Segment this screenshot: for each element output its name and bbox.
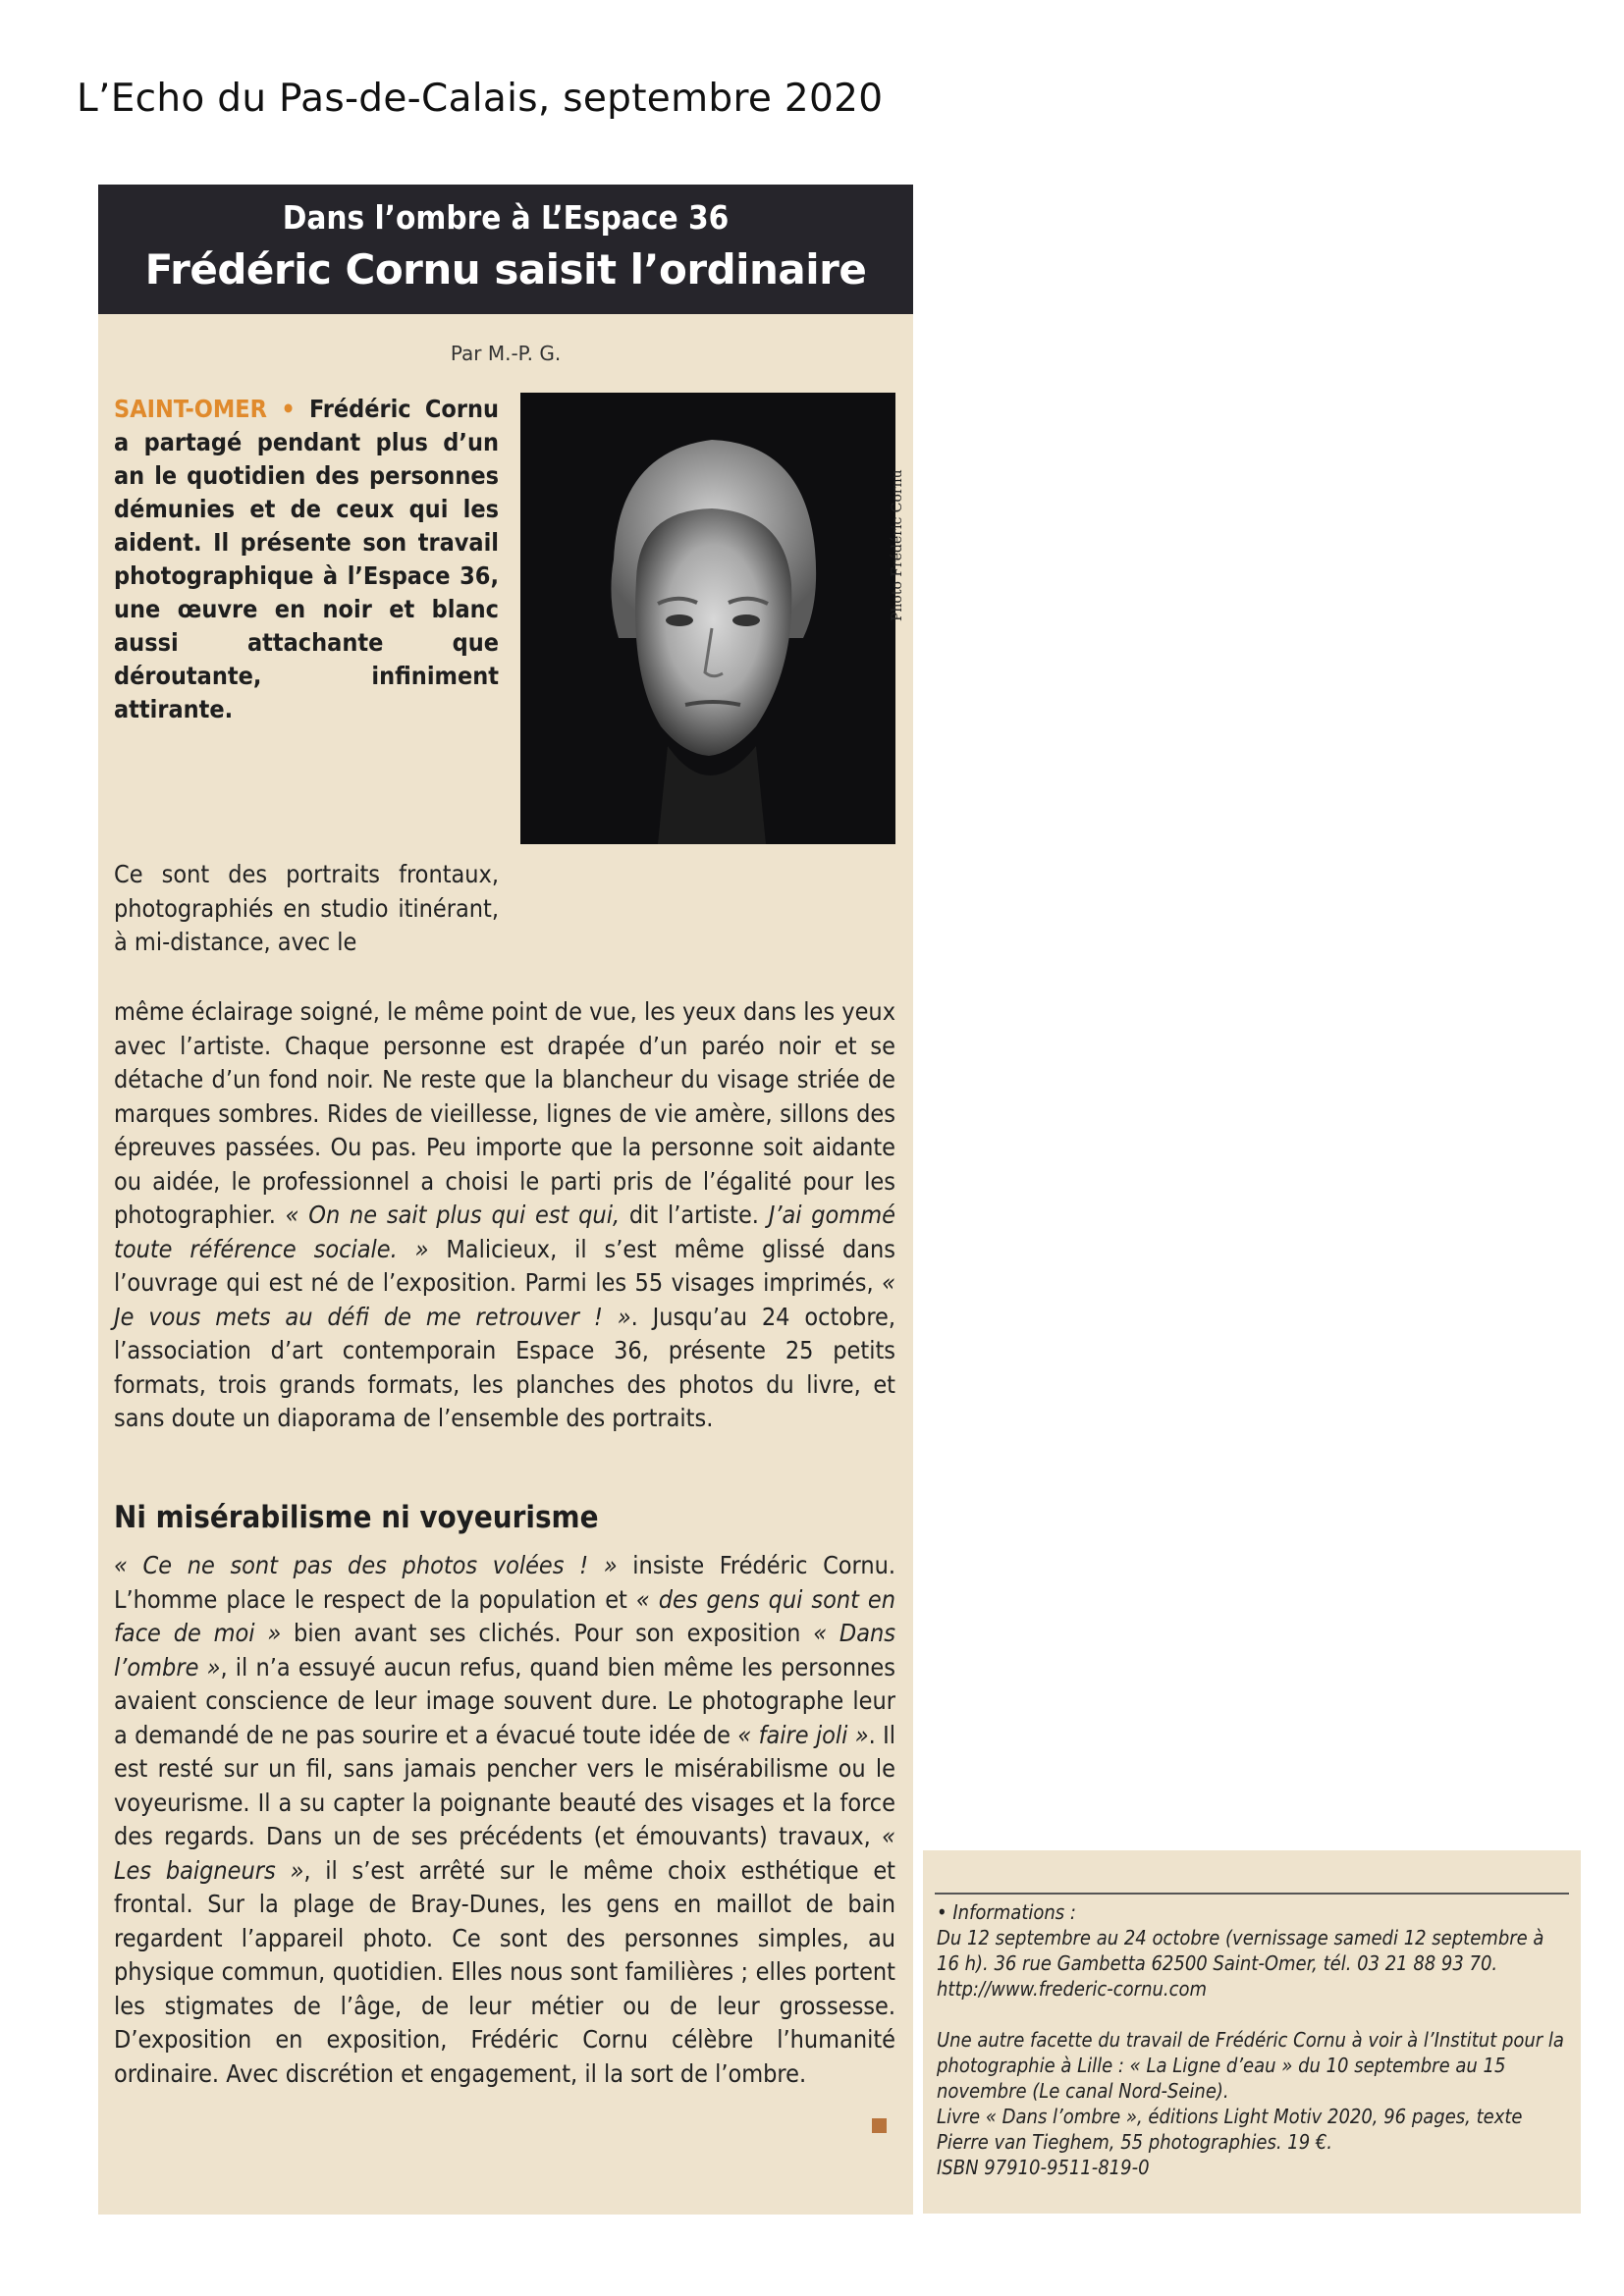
body-text: . Il est resté sur un fil, sans jamais pencher vers le misérabilisme ou le voyeurisme. Il a su capter la poignante beauté des visages et la force des regards. Dans un de ses précédents (et émouvants) travaux, bbox=[114, 1720, 895, 1850]
article-subhead: Ni misérabilisme ni voyeurisme bbox=[114, 1500, 599, 1535]
body-paragraph-1 bbox=[114, 995, 895, 1436]
body-quote: « faire joli » bbox=[737, 1720, 869, 1749]
dateline-bullet: • bbox=[281, 395, 296, 423]
body-quote: « On ne sait plus qui est qui, bbox=[285, 1201, 621, 1229]
body-quote: « des gens qui sont en face de moi » bbox=[114, 1584, 895, 1647]
source-line: L’Echo du Pas-de-Calais, septembre 2020 bbox=[77, 77, 884, 121]
body-column-text: Ce sont des portraits frontaux, photographiés en studio itinérant, à mi-distance, avec le bbox=[114, 860, 499, 956]
body-quote: « Dans l’ombre » bbox=[114, 1619, 895, 1682]
body-text: , il n’a essuyé aucun refus, quand bien même les personnes avaient conscience de leur image souvent dure. Le photographe leur a demandé de ne pas sourire et a évacué toute idée de bbox=[114, 1652, 895, 1749]
info-dates: Du 12 septembre au 24 octobre (vernissage samedi 12 septembre à 16 h). 36 rue Gambetta 62500 Saint-Omer, tél. 03 21 88 93 70. bbox=[937, 1926, 1544, 1975]
portrait-photo bbox=[520, 393, 895, 844]
article-headline: Frédéric Cornu saisit l’ordinaire bbox=[144, 245, 867, 294]
info-title: • Informations : bbox=[937, 1900, 1076, 1924]
info-spacer bbox=[937, 2002, 1571, 2027]
info-divider bbox=[935, 1893, 1569, 1895]
body-paragraph-2 bbox=[114, 1549, 895, 2091]
body-text: bien avant ses clichés. Pour son exposition bbox=[281, 1619, 814, 1647]
photo-credit: Photo Frédéric Cornu bbox=[890, 469, 905, 621]
article-kicker: Dans l’ombre à L’Espace 36 bbox=[282, 198, 730, 237]
body-text: . Jusqu’au 24 octobre, l’association d’art contemporain Espace 36, présente 25 petits formats, trois grands formats, les planches des photos du livre, et sans doute un diaporama de l’ensemble des portraits. bbox=[114, 1302, 896, 1432]
body-quote: « Je vous mets au défi de me retrouver ! » bbox=[114, 1268, 895, 1331]
body-text: insiste Frédéric Cornu. L’homme place le respect de la population et bbox=[114, 1551, 896, 1614]
article-lead bbox=[114, 393, 499, 726]
info-isbn: ISBN 97910-9511-819-0 bbox=[937, 2156, 1150, 2179]
body-text: dit l’artiste. bbox=[620, 1201, 769, 1229]
dateline-place: SAINT-OMER bbox=[114, 395, 267, 423]
info-url: http://www.frederic-cornu.com bbox=[937, 1977, 1208, 2001]
info-box bbox=[923, 1850, 1581, 2214]
body-quote: « Ce ne sont pas des photos volées ! » bbox=[114, 1551, 618, 1579]
body-text: même éclairage soigné, le même point de vue, les yeux dans les yeux avec l’artiste. Chaque personne est drapée d’un paréo noir et se détache d’un fond noir. Ne reste que la blancheur du visage striée de marques sombres. Rides de vieillesse, lignes de vie amère, sillons des épreuves passées. Ou pas. Peu importe que la personne soit aidante ou aidée, le professionnel a choisi le parti pris de l’égalité pour les photographier. bbox=[114, 997, 895, 1229]
article-clipping bbox=[98, 185, 913, 2215]
info-text bbox=[937, 1899, 1571, 2180]
info-book: Livre « Dans l’ombre », éditions Light Motiv 2020, 96 pages, texte Pierre van Tieghem, 55 photographies. 19 €. bbox=[937, 2105, 1523, 2154]
portrait-image bbox=[520, 393, 895, 844]
end-mark bbox=[872, 2118, 887, 2133]
body-quote: « Les baigneurs » bbox=[114, 1822, 895, 1885]
body-quote: J’ai gommé toute référence sociale. » bbox=[114, 1201, 895, 1263]
article-byline: Par M.-P. G. bbox=[450, 342, 562, 365]
body-text: Malicieux, il s’est même glissé dans l’ouvrage qui est né de l’exposition. Parmi les 55 visages imprimés, bbox=[114, 1234, 895, 1297]
body-text: , il s’est arrêté sur le même choix esthétique et frontal. Sur la plage de Bray-Dunes, les gens en maillot de bain regardent l’appareil photo. Ce sont des personnes simples, au physique commun, quotidien. Elles nous sont familières ; elles portent les stigmates de l’âge, de leur métier ou de leur grossesse. D’exposition en exposition, Frédéric Cornu célèbre l’humanité ordinaire. Avec discrétion et engagement, il la sort de l’ombre. bbox=[114, 1855, 895, 2088]
lead-text: Frédéric Cornu a partagé pendant plus d’un an le quotidien des personnes démunies et de ceux qui les aident. Il présente son travail photographique à l’Espace 36, une œuvre en noir et blanc aussi attachante que déroutante, infiniment attirante. bbox=[114, 395, 500, 723]
article-masthead bbox=[98, 185, 913, 314]
info-other-exhibition: Une autre facette du travail de Frédéric Cornu à voir à l’Institut pour la photographie à Lille : « La Ligne d’eau » du 10 septembre au 15 novembre (Le canal Nord-Seine). bbox=[937, 2028, 1564, 2103]
